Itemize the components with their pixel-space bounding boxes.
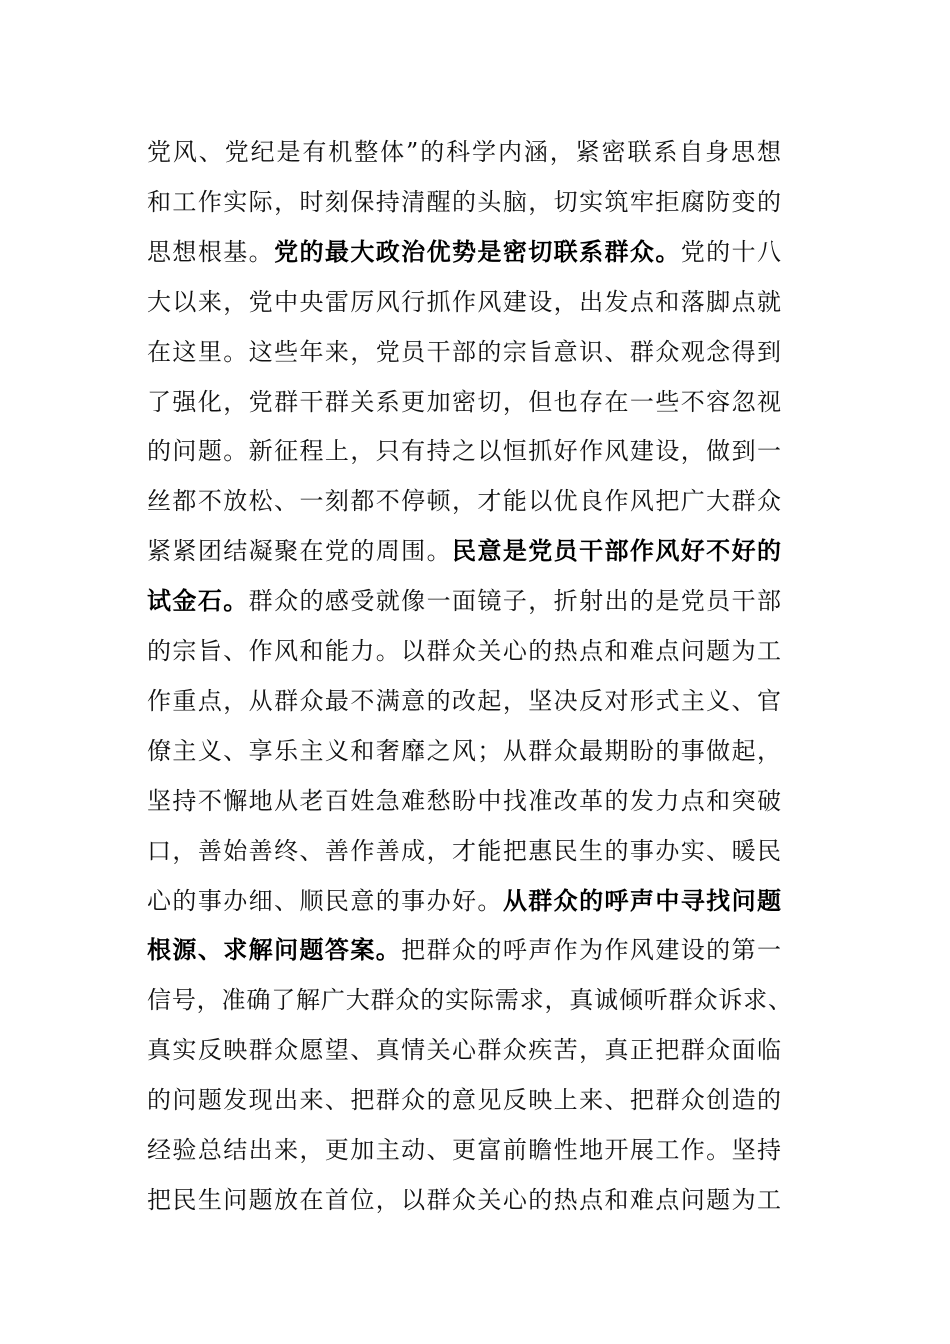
paragraph-text: 紧紧团结凝聚在党的周围。 xyxy=(147,537,452,566)
paragraph-text: 经验总结出来，更加主动、更富前瞻性地开展工作。坚持 xyxy=(147,1136,781,1164)
bold-heading-text: 党的最大政治优势是密切联系群众。 xyxy=(274,236,681,266)
text-line xyxy=(147,576,781,626)
text-line xyxy=(147,476,781,526)
text-line xyxy=(147,526,781,576)
text-line xyxy=(147,925,781,975)
text-line xyxy=(147,1125,781,1175)
paragraph-text: 大以来，党中央雷厉风行抓作风建设，出发点和落脚点就 xyxy=(147,287,781,316)
paragraph-text: 的问题发现出来、把群众的意见反映上来、把群众创造的 xyxy=(147,1086,781,1115)
text-line xyxy=(147,127,781,177)
paragraph-text: 作重点，从群众最不满意的改起，坚决反对形式主义、官 xyxy=(147,686,781,715)
paragraph-text: 党风、党纪是有机整体”的科学内涵，紧密联系自身思想 xyxy=(147,138,781,166)
text-line xyxy=(147,227,781,277)
paragraph-text: 信号，准确了解广大群众的实际需求，真诚倾听群众诉求、 xyxy=(147,986,792,1015)
bold-heading-text: 从群众的呼声中寻找问题 xyxy=(502,885,782,915)
bold-heading-text: 试金石。 xyxy=(147,586,249,616)
paragraph-text: 口，善始善终、善作善成，才能把惠民生的事办实、暖民 xyxy=(147,836,781,865)
paragraph-text: 党的十八 xyxy=(680,237,782,266)
paragraph-text: 和工作实际，时刻保持清醒的头脑，切实筑牢拒腐防变的 xyxy=(147,187,781,216)
paragraph-text: 的宗旨、作风和能力。以群众关心的热点和难点问题为工 xyxy=(147,637,781,665)
paragraph-text: 丝都不放松、一刻都不停顿，才能以优良作风把广大群众 xyxy=(147,487,781,516)
text-line xyxy=(147,876,781,926)
text-line xyxy=(147,676,781,726)
bold-heading-text: 民意是党员干部作风好不好的 xyxy=(452,536,781,566)
text-line xyxy=(147,277,781,327)
text-line xyxy=(147,177,781,227)
paragraph-text: 坚持不懈地从老百姓急难愁盼中找准改革的发力点和突破 xyxy=(147,786,781,815)
text-line xyxy=(147,1175,781,1225)
paragraph-text: 的问题。新征程上，只有持之以恒抓好作风建设，做到一 xyxy=(147,437,781,466)
text-line xyxy=(147,377,781,427)
paragraph-text: 思想根基。 xyxy=(147,237,275,266)
paragraph-text: 把民生问题放在首位，以群众关心的热点和难点问题为工 xyxy=(147,1185,781,1214)
paragraph-text: 把群众的呼声作为作风建设的第一 xyxy=(401,936,782,965)
text-line xyxy=(147,975,792,1025)
text-line xyxy=(147,726,781,776)
paragraph-text: 了强化，党群干群关系更加密切，但也存在一些不容忽视 xyxy=(147,387,781,416)
bold-heading-text: 根源、求解问题答案。 xyxy=(147,935,402,965)
paragraph-text: 真实反映群众愿望、真情关心群众疾苦，真正把群众面临 xyxy=(147,1036,781,1065)
paragraph-text: 群众的感受就像一面镜子，折射出的是党员干部 xyxy=(248,587,782,616)
text-line xyxy=(147,626,781,676)
text-line xyxy=(147,1075,781,1125)
text-line xyxy=(147,426,781,476)
text-line xyxy=(147,327,781,377)
paragraph-text: 心的事办细、顺民意的事办好。 xyxy=(147,886,503,915)
text-line xyxy=(147,826,781,876)
text-line xyxy=(147,1025,781,1075)
paragraph-text: 在这里。这些年来，党员干部的宗旨意识、群众观念得到 xyxy=(147,337,781,366)
paragraph-text: 僚主义、享乐主义和奢靡之风；从群众最期盼的事做起， xyxy=(147,736,781,765)
text-line xyxy=(147,776,781,826)
